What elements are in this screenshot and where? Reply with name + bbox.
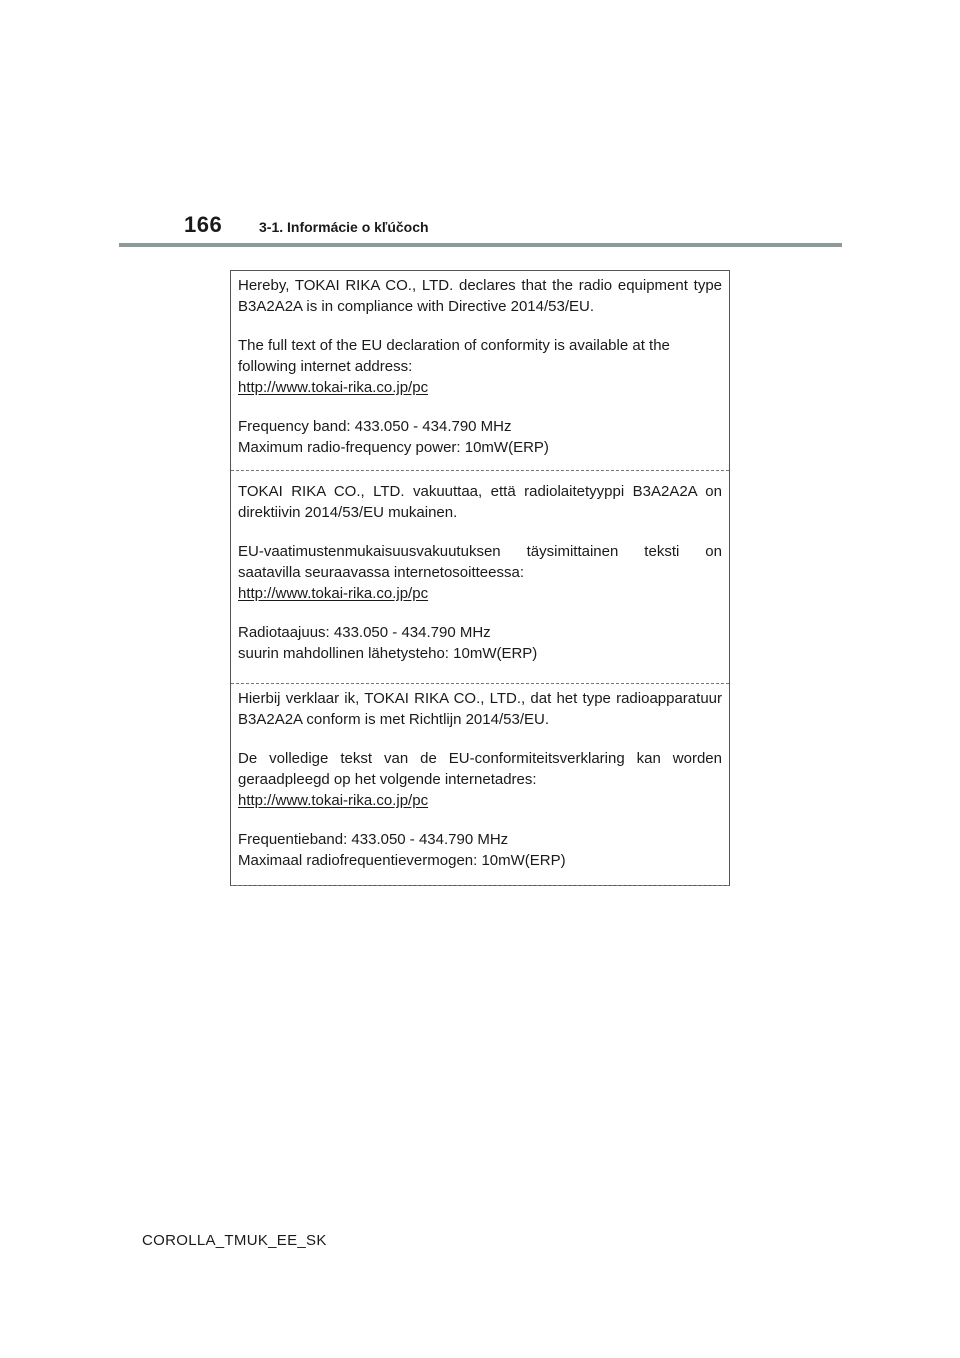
header-rule xyxy=(119,243,842,247)
frequency-band: Radiotaajuus: 433.050 - 434.790 MHz xyxy=(238,624,491,641)
radio-specs xyxy=(238,416,722,458)
declaration-text: Hierbij verklaar ik, TOKAI RIKA CO., LTD., dat het type radioapparatuur B3A2A2A conform is met Richtlijn 2014/53/EU. xyxy=(238,690,722,728)
declaration-text: TOKAI RIKA CO., LTD. vakuuttaa, että radiolaitetyyppi B3A2A2A on direktiivin 2014/53/EU mukainen. xyxy=(238,483,722,521)
declaration-section-finnish xyxy=(231,477,729,683)
declaration-url-link[interactable]: http://www.tokai-rika.co.jp/pc xyxy=(238,585,429,602)
max-power: suurin mahdollinen lähetysteho: 10mW(ERP) xyxy=(238,645,538,662)
fulltext-line-2: geraadpleegd op het volgende internetadres: xyxy=(238,771,537,788)
fulltext-line-1: The full text of the EU declaration of conformity is available at the xyxy=(238,337,670,354)
max-power: Maximaal radiofrequentievermogen: 10mW(ERP) xyxy=(238,852,566,869)
declaration-text: Hereby, TOKAI RIKA CO., LTD. declares that the radio equipment type B3A2A2A is in compliance with Directive 2014/53/EU. xyxy=(238,277,722,315)
box-bottom-border xyxy=(231,885,729,886)
fulltext-line-2: following internet address: xyxy=(238,358,413,375)
fulltext-line-1: EU-vaatimustenmukaisuusvakuutuksen täysimittainen teksti on xyxy=(238,543,722,560)
max-power: Maximum radio-frequency power: 10mW(ERP) xyxy=(238,439,549,456)
page-number: 166 xyxy=(184,212,223,237)
declaration-url-link[interactable]: http://www.tokai-rika.co.jp/pc xyxy=(238,379,429,396)
frequency-band: Frequency band: 433.050 - 434.790 MHz xyxy=(238,418,512,435)
document-code: COROLLA_TMUK_EE_SK xyxy=(142,1232,327,1249)
section-divider xyxy=(231,470,729,471)
declaration-box xyxy=(230,270,730,886)
declaration-section-dutch xyxy=(231,684,729,884)
fulltext-line-2: saatavilla seuraavassa internetosoitteessa: xyxy=(238,564,524,581)
radio-specs xyxy=(238,829,722,871)
fulltext-line-1: De volledige tekst van de EU-conformiteitsverklaring kan worden xyxy=(238,750,722,767)
radio-specs xyxy=(238,622,722,664)
fulltext-note xyxy=(238,748,722,811)
fulltext-note xyxy=(238,335,722,398)
fulltext-note xyxy=(238,541,722,604)
declaration-url-link[interactable]: http://www.tokai-rika.co.jp/pc xyxy=(238,792,429,809)
frequency-band: Frequentieband: 433.050 - 434.790 MHz xyxy=(238,831,509,848)
section-title: 3-1. Informácie o kľúčoch xyxy=(259,219,429,235)
declaration-section-english xyxy=(231,271,729,470)
